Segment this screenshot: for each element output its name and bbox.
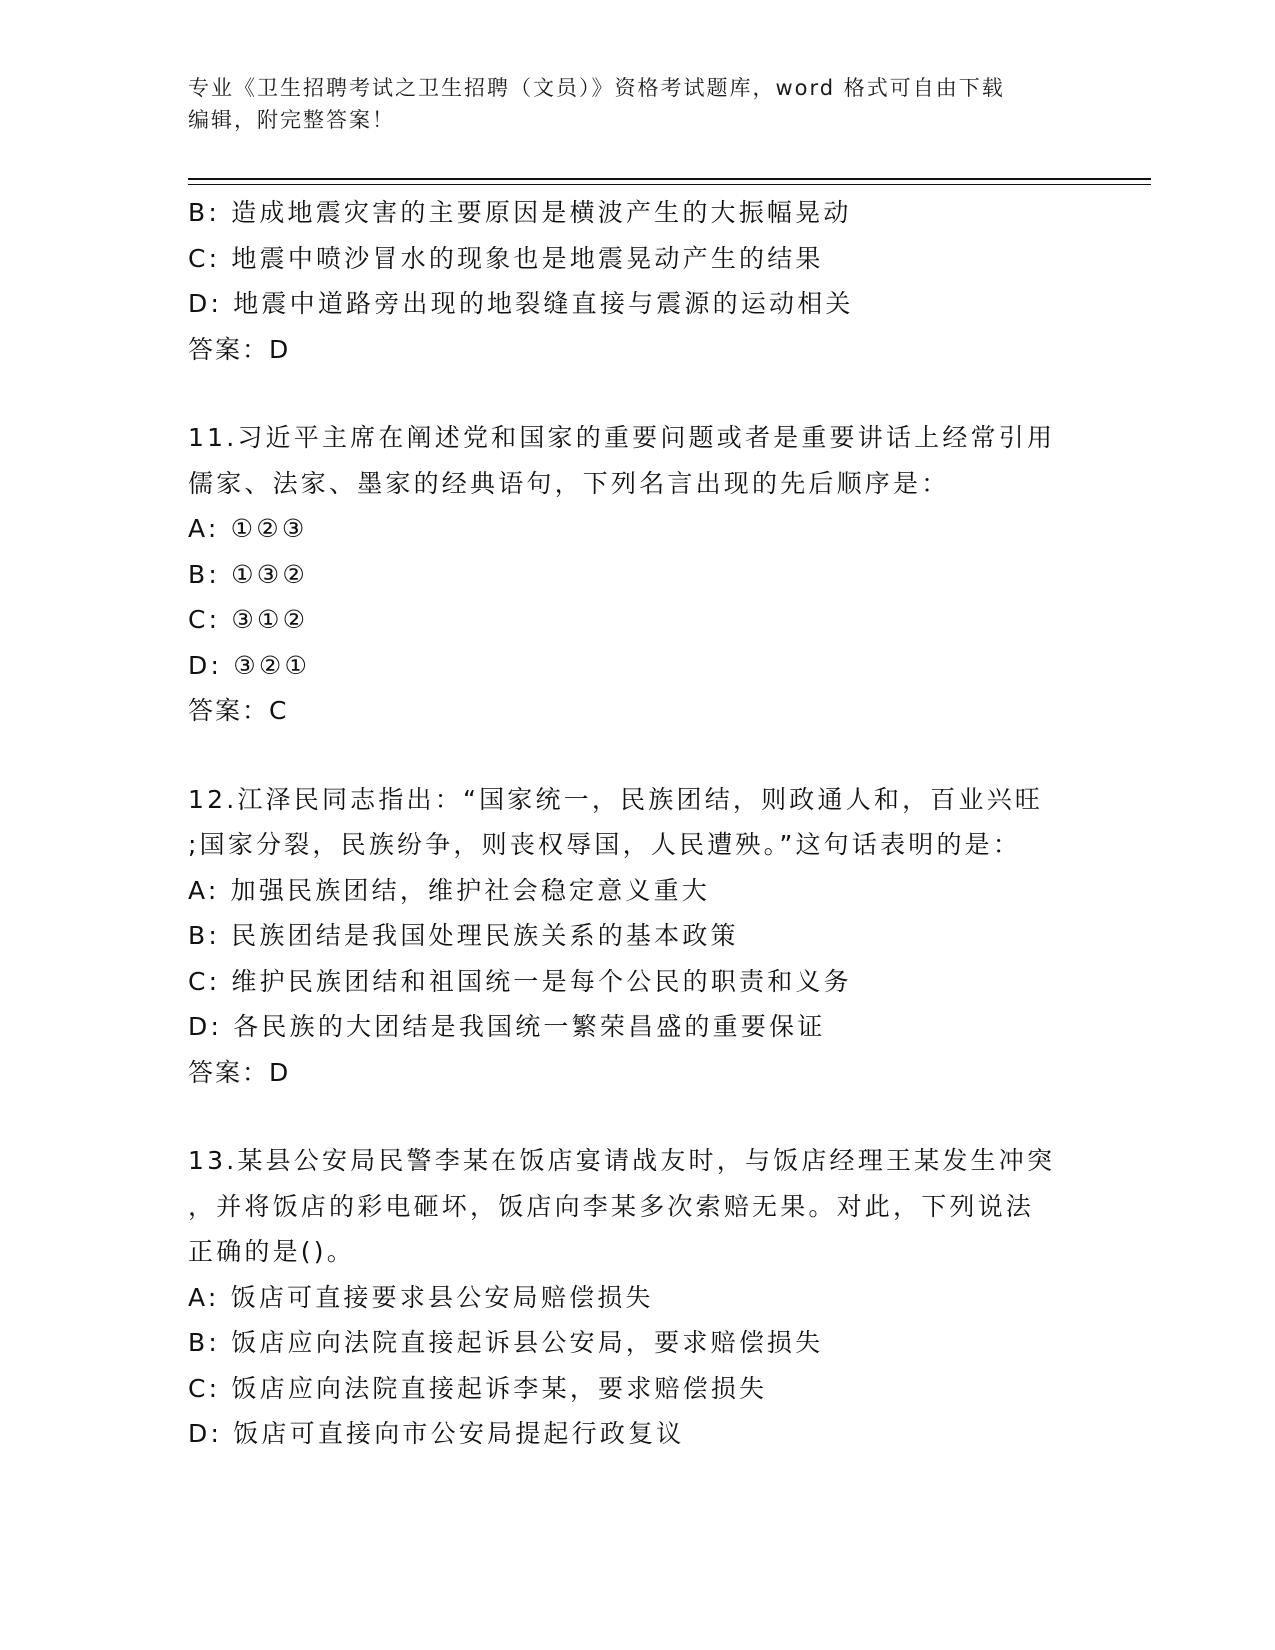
q13-stem-line-3: 正确的是()。 xyxy=(188,1237,355,1266)
q13-stem-line-2: ，并将饭店的彩电砸坏，饭店向李某多次索赔无果。对此，下列说法 xyxy=(188,1191,1035,1221)
header-rule-thick xyxy=(188,178,1151,180)
question-12 xyxy=(188,777,1088,1096)
header-line-1: 专业《卫生招聘考试之卫生招聘（文员）》资格考试题库，word 格式可自由下载 xyxy=(188,76,1005,100)
q12-option-c: C: 维护民族团结和祖国统一是每个公民的职责和义务 xyxy=(188,966,852,996)
question-11 xyxy=(188,415,1088,734)
q11-option-b: B: ①③② xyxy=(188,559,308,589)
q12-option-b: B: 民族团结是我国处理民族关系的基本政策 xyxy=(188,921,739,950)
document-header xyxy=(188,72,1068,136)
q12-stem-line-1: 12.江泽民同志指出：“国家统一，民族团结，则政通人和，百业兴旺 xyxy=(188,784,1044,814)
q13-option-c: C: 饭店应向法院直接起诉李某，要求赔偿损失 xyxy=(188,1373,768,1403)
q11-option-a: A: ①②③ xyxy=(188,514,308,543)
q11-stem-line-2: 儒家、法家、墨家的经典语句，下列名言出现的先后顺序是： xyxy=(188,468,950,498)
question-10-tail xyxy=(188,190,1088,372)
q11-stem-line-1: 11.习近平主席在阐述党和国家的重要问题或者是重要讲话上经常引用 xyxy=(188,423,1056,452)
q10-option-d: D: 地震中道路旁出现的地裂缝直接与震源的运动相关 xyxy=(188,289,854,318)
q12-stem-line-2: ;国家分裂，民族纷争，则丧权辱国，人民遭殃。”这句话表明的是： xyxy=(188,830,1022,859)
q12-option-a: A: 加强民族团结，维护社会稳定意义重大 xyxy=(188,875,711,905)
header-line-2: 编辑，附完整答案！ xyxy=(188,108,395,132)
q13-stem-line-1: 13.某县公安局民警李某在饭店宴请战友时，与饭店经理王某发生冲突 xyxy=(188,1146,1056,1175)
question-13 xyxy=(188,1138,1088,1457)
q13-option-d: D: 饭店可直接向市公安局提起行政复议 xyxy=(188,1419,685,1448)
q11-answer: 答案：C xyxy=(188,696,289,725)
q13-option-b: B: 饭店应向法院直接起诉县公安局，要求赔偿损失 xyxy=(188,1328,824,1357)
q11-option-d: D: ③②① xyxy=(188,650,311,680)
spacer xyxy=(188,372,1088,415)
q13-option-a: A: 饭店可直接要求县公安局赔偿损失 xyxy=(188,1282,654,1312)
q12-answer: 答案：D xyxy=(188,1057,291,1087)
spacer xyxy=(188,734,1088,777)
q10-answer: 答案：D xyxy=(188,334,291,364)
header-rule-thin xyxy=(188,184,1151,185)
q11-option-c: C: ③①② xyxy=(188,605,309,634)
spacer xyxy=(188,1095,1088,1138)
q10-option-c: C: 地震中喷沙冒水的现象也是地震晃动产生的结果 xyxy=(188,243,824,273)
q12-option-d: D: 各民族的大团结是我国统一繁荣昌盛的重要保证 xyxy=(188,1012,826,1041)
q10-option-b: B: 造成地震灾害的主要原因是横波产生的大振幅晃动 xyxy=(188,198,852,227)
question-content xyxy=(188,190,1088,1457)
